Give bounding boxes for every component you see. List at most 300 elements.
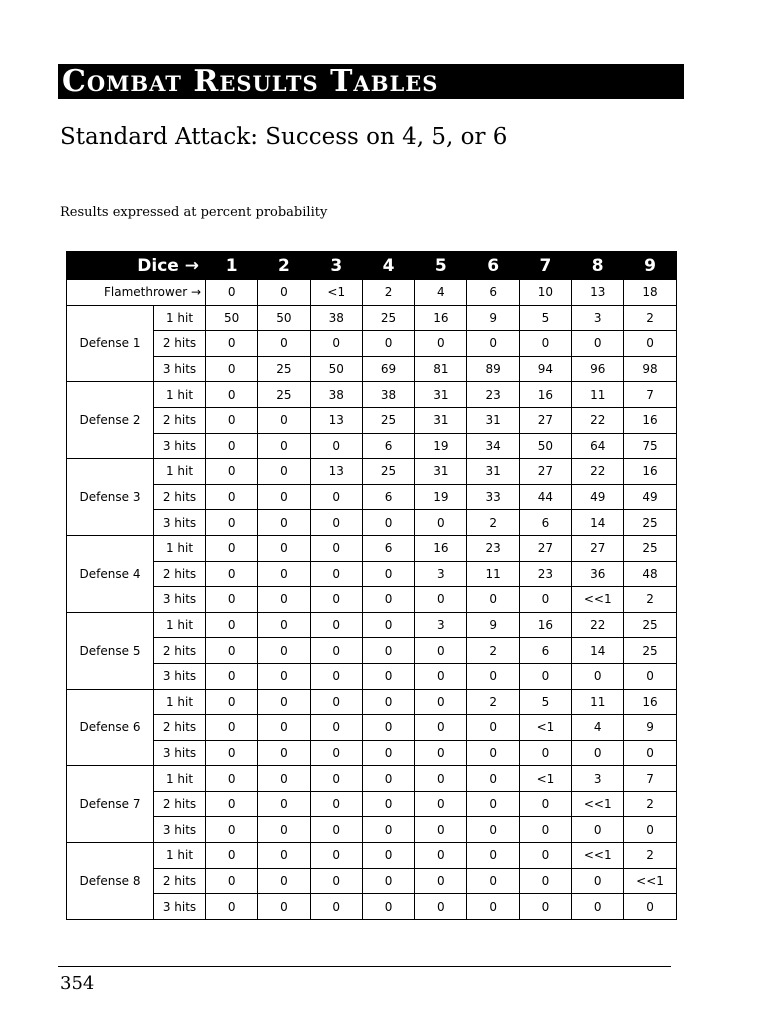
table-cell: 0 xyxy=(415,791,467,817)
table-row xyxy=(67,868,677,894)
table-cell: 0 xyxy=(206,740,258,766)
table-row xyxy=(67,894,677,920)
table-cell: 19 xyxy=(415,433,467,459)
table-cell: 0 xyxy=(362,817,414,843)
table-cell: 0 xyxy=(467,740,519,766)
table-cell: 0 xyxy=(258,433,310,459)
table-cell: 0 xyxy=(415,689,467,715)
table-cell: 0 xyxy=(258,715,310,741)
table-cell: 0 xyxy=(206,382,258,408)
hits-label: 1 hit xyxy=(154,382,206,408)
table-cell: 16 xyxy=(624,689,676,715)
table-cell: 0 xyxy=(258,331,310,357)
footer-divider xyxy=(58,966,671,967)
table-cell: 0 xyxy=(362,868,414,894)
table-row xyxy=(67,715,677,741)
table-cell: 0 xyxy=(362,766,414,792)
hits-label: 2 hits xyxy=(154,868,206,894)
table-cell: 25 xyxy=(362,305,414,331)
table-cell: 16 xyxy=(624,459,676,485)
table-cell: 69 xyxy=(362,356,414,382)
table-row xyxy=(67,612,677,638)
table-cell: 13 xyxy=(572,280,624,306)
table-cell: 22 xyxy=(572,612,624,638)
table-cell: 0 xyxy=(258,587,310,613)
table-cell: 0 xyxy=(467,843,519,869)
table-cell: <1 xyxy=(519,766,571,792)
table-row xyxy=(67,535,677,561)
hits-label: 2 hits xyxy=(154,791,206,817)
table-cell: 5 xyxy=(519,689,571,715)
table-cell: 38 xyxy=(362,382,414,408)
table-cell: 0 xyxy=(415,817,467,843)
table-cell: 0 xyxy=(624,663,676,689)
table-cell: 0 xyxy=(206,689,258,715)
table-cell: 13 xyxy=(310,459,362,485)
table-cell: 0 xyxy=(258,510,310,536)
table-cell: 5 xyxy=(519,305,571,331)
table-cell: 4 xyxy=(572,715,624,741)
table-cell: 0 xyxy=(519,843,571,869)
table-cell: 36 xyxy=(572,561,624,587)
table-cell: 7 xyxy=(624,382,676,408)
table-cell: 0 xyxy=(362,561,414,587)
table-cell: 0 xyxy=(310,689,362,715)
table-cell: 0 xyxy=(258,484,310,510)
table-cell: 27 xyxy=(572,535,624,561)
flamethrower-label: Flamethrower → xyxy=(67,280,206,306)
table-cell: <<1 xyxy=(572,791,624,817)
table-cell: <1 xyxy=(519,715,571,741)
table-cell: 10 xyxy=(519,280,571,306)
table-cell: 0 xyxy=(519,868,571,894)
table-cell: 2 xyxy=(624,305,676,331)
table-cell: 0 xyxy=(415,587,467,613)
table-cell: 50 xyxy=(310,356,362,382)
table-cell: 19 xyxy=(415,484,467,510)
table-cell: 0 xyxy=(206,715,258,741)
table-cell: 50 xyxy=(206,305,258,331)
table-cell: 0 xyxy=(206,407,258,433)
table-cell: 0 xyxy=(467,766,519,792)
table-row xyxy=(67,663,677,689)
table-cell: 25 xyxy=(624,510,676,536)
table-cell: 0 xyxy=(415,510,467,536)
table-row xyxy=(67,561,677,587)
table-cell: 9 xyxy=(624,715,676,741)
dice-header-row xyxy=(67,252,677,280)
table-cell: 23 xyxy=(519,561,571,587)
table-row xyxy=(67,407,677,433)
table-cell: 0 xyxy=(258,663,310,689)
table-cell: 94 xyxy=(519,356,571,382)
table-cell: 0 xyxy=(572,894,624,920)
table-cell: 0 xyxy=(206,484,258,510)
hits-label: 2 hits xyxy=(154,484,206,510)
table-cell: 0 xyxy=(624,331,676,357)
table-cell: 0 xyxy=(310,740,362,766)
hits-label: 1 hit xyxy=(154,766,206,792)
table-cell: 0 xyxy=(206,587,258,613)
table-cell: 0 xyxy=(206,868,258,894)
hits-label: 2 hits xyxy=(154,715,206,741)
table-cell: 0 xyxy=(362,715,414,741)
table-cell: 0 xyxy=(519,817,571,843)
table-cell: 25 xyxy=(624,638,676,664)
table-cell: 2 xyxy=(362,280,414,306)
table-cell: 0 xyxy=(206,612,258,638)
dice-label: Dice → xyxy=(67,252,206,280)
table-cell: <<1 xyxy=(572,843,624,869)
table-cell: 0 xyxy=(310,715,362,741)
table-row xyxy=(67,817,677,843)
table-cell: 0 xyxy=(258,689,310,715)
table-cell: 48 xyxy=(624,561,676,587)
table-cell: 0 xyxy=(258,791,310,817)
hits-label: 2 hits xyxy=(154,331,206,357)
table-cell: 0 xyxy=(572,331,624,357)
table-cell: 0 xyxy=(519,791,571,817)
table-cell: 0 xyxy=(415,843,467,869)
dice-column-header: 5 xyxy=(415,252,467,280)
table-cell: 0 xyxy=(258,843,310,869)
table-cell: 0 xyxy=(467,817,519,843)
table-cell: 2 xyxy=(467,689,519,715)
hits-label: 3 hits xyxy=(154,894,206,920)
hits-label: 3 hits xyxy=(154,740,206,766)
table-cell: 11 xyxy=(572,382,624,408)
table-cell: 0 xyxy=(572,663,624,689)
table-row xyxy=(67,638,677,664)
table-cell: 6 xyxy=(362,433,414,459)
table-cell: 23 xyxy=(467,382,519,408)
table-cell: 0 xyxy=(310,535,362,561)
table-cell: 0 xyxy=(310,791,362,817)
table-cell: 0 xyxy=(310,331,362,357)
table-row xyxy=(67,587,677,613)
table-cell: 0 xyxy=(467,791,519,817)
table-cell: 0 xyxy=(206,433,258,459)
table-cell: 27 xyxy=(519,459,571,485)
combat-results-table xyxy=(66,251,677,920)
table-cell: 49 xyxy=(624,484,676,510)
table-cell: 0 xyxy=(206,766,258,792)
table-cell: 0 xyxy=(206,331,258,357)
table-cell: 0 xyxy=(624,894,676,920)
table-cell: 98 xyxy=(624,356,676,382)
table-cell: 25 xyxy=(624,612,676,638)
table-cell: 0 xyxy=(206,356,258,382)
table-cell: 34 xyxy=(467,433,519,459)
table-cell: 0 xyxy=(310,612,362,638)
table-cell: 0 xyxy=(362,510,414,536)
table-cell: 27 xyxy=(519,535,571,561)
table-cell: 6 xyxy=(362,535,414,561)
table-row xyxy=(67,484,677,510)
table-cell: 2 xyxy=(624,843,676,869)
table-cell: 14 xyxy=(572,638,624,664)
dice-column-header: 8 xyxy=(572,252,624,280)
table-cell: 2 xyxy=(624,791,676,817)
table-cell: 0 xyxy=(310,766,362,792)
table-cell: 0 xyxy=(415,740,467,766)
table-cell: 0 xyxy=(258,638,310,664)
table-cell: 0 xyxy=(258,612,310,638)
table-row xyxy=(67,843,677,869)
table-cell: 0 xyxy=(362,638,414,664)
table-cell: 0 xyxy=(310,663,362,689)
table-row xyxy=(67,356,677,382)
table-cell: 0 xyxy=(310,868,362,894)
table-cell: 0 xyxy=(467,894,519,920)
dice-column-header: 3 xyxy=(310,252,362,280)
table-cell: 2 xyxy=(624,587,676,613)
table-cell: <1 xyxy=(310,280,362,306)
table-cell: 3 xyxy=(415,561,467,587)
table-cell: 0 xyxy=(258,817,310,843)
table-cell: 81 xyxy=(415,356,467,382)
flamethrower-row xyxy=(67,280,677,306)
table-cell: 0 xyxy=(467,331,519,357)
table-cell: 13 xyxy=(310,407,362,433)
table-cell: 16 xyxy=(519,612,571,638)
table-cell: 0 xyxy=(310,484,362,510)
table-cell: 18 xyxy=(624,280,676,306)
table-cell: 0 xyxy=(310,510,362,536)
table-cell: 31 xyxy=(415,407,467,433)
dice-column-header: 6 xyxy=(467,252,519,280)
table-cell: 0 xyxy=(206,561,258,587)
table-cell: 0 xyxy=(310,433,362,459)
table-cell: 44 xyxy=(519,484,571,510)
table-cell: 0 xyxy=(519,663,571,689)
table-cell: 31 xyxy=(467,407,519,433)
hits-label: 3 hits xyxy=(154,510,206,536)
hits-label: 1 hit xyxy=(154,305,206,331)
table-cell: 0 xyxy=(415,715,467,741)
table-row xyxy=(67,382,677,408)
table-cell: 9 xyxy=(467,305,519,331)
table-cell: 0 xyxy=(206,459,258,485)
table-cell: 0 xyxy=(519,587,571,613)
table-cell: 22 xyxy=(572,459,624,485)
table-cell: 0 xyxy=(206,535,258,561)
table-cell: 0 xyxy=(310,843,362,869)
table-cell: 3 xyxy=(572,305,624,331)
table-cell: 38 xyxy=(310,382,362,408)
table-cell: 31 xyxy=(467,459,519,485)
table-cell: 16 xyxy=(624,407,676,433)
table-cell: 75 xyxy=(624,433,676,459)
table-cell: 0 xyxy=(206,280,258,306)
table-cell: 0 xyxy=(362,663,414,689)
table-cell: 0 xyxy=(310,817,362,843)
table-cell: 0 xyxy=(467,587,519,613)
hits-label: 1 hit xyxy=(154,459,206,485)
table-cell: 11 xyxy=(467,561,519,587)
hits-label: 2 hits xyxy=(154,638,206,664)
table-cell: 31 xyxy=(415,382,467,408)
table-cell: 50 xyxy=(519,433,571,459)
table-cell: 25 xyxy=(624,535,676,561)
table-cell: 89 xyxy=(467,356,519,382)
hits-label: 3 hits xyxy=(154,433,206,459)
table-cell: 0 xyxy=(310,587,362,613)
table-cell: 6 xyxy=(519,638,571,664)
table-cell: 0 xyxy=(467,715,519,741)
defense-label: Defense 8 xyxy=(67,843,154,920)
table-cell: 0 xyxy=(310,894,362,920)
table-cell: 0 xyxy=(415,868,467,894)
table-cell: 0 xyxy=(310,638,362,664)
table-row xyxy=(67,791,677,817)
table-cell: 0 xyxy=(362,587,414,613)
hits-label: 3 hits xyxy=(154,663,206,689)
table-cell: 0 xyxy=(415,663,467,689)
table-cell: 2 xyxy=(467,638,519,664)
hits-label: 1 hit xyxy=(154,612,206,638)
table-cell: 0 xyxy=(258,766,310,792)
table-cell: 14 xyxy=(572,510,624,536)
hits-label: 3 hits xyxy=(154,817,206,843)
table-cell: 0 xyxy=(467,868,519,894)
table-cell: 49 xyxy=(572,484,624,510)
hits-label: 2 hits xyxy=(154,407,206,433)
table-cell: 0 xyxy=(362,791,414,817)
table-row xyxy=(67,510,677,536)
table-cell: 23 xyxy=(467,535,519,561)
table-cell: 0 xyxy=(258,407,310,433)
table-cell: 50 xyxy=(258,305,310,331)
table-cell: 16 xyxy=(519,382,571,408)
table-row xyxy=(67,689,677,715)
table-cell: 0 xyxy=(258,868,310,894)
table-cell: 11 xyxy=(572,689,624,715)
table-cell: 6 xyxy=(467,280,519,306)
table-cell: 0 xyxy=(310,561,362,587)
table-cell: 6 xyxy=(362,484,414,510)
table-cell: 25 xyxy=(258,356,310,382)
defense-label: Defense 5 xyxy=(67,612,154,689)
defense-label: Defense 7 xyxy=(67,766,154,843)
table-cell: 64 xyxy=(572,433,624,459)
table-cell: 3 xyxy=(572,766,624,792)
table-cell: 0 xyxy=(415,638,467,664)
table-cell: 25 xyxy=(258,382,310,408)
table-cell: 0 xyxy=(206,894,258,920)
table-cell: <<1 xyxy=(624,868,676,894)
table-note: Results expressed at percent probability xyxy=(60,205,328,220)
hits-label: 3 hits xyxy=(154,587,206,613)
dice-column-header: 2 xyxy=(258,252,310,280)
defense-label: Defense 4 xyxy=(67,535,154,612)
hits-label: 2 hits xyxy=(154,561,206,587)
hits-label: 1 hit xyxy=(154,689,206,715)
table-cell: 0 xyxy=(362,843,414,869)
table-cell: 4 xyxy=(415,280,467,306)
table-cell: 0 xyxy=(519,331,571,357)
table-row xyxy=(67,459,677,485)
hits-label: 1 hit xyxy=(154,535,206,561)
hits-label: 1 hit xyxy=(154,843,206,869)
table-cell: 0 xyxy=(206,843,258,869)
table-cell: 0 xyxy=(624,817,676,843)
table-cell: 0 xyxy=(572,868,624,894)
table-cell: 7 xyxy=(624,766,676,792)
table-cell: 33 xyxy=(467,484,519,510)
table-row xyxy=(67,766,677,792)
table-cell: 0 xyxy=(206,817,258,843)
table-cell: 0 xyxy=(206,638,258,664)
table-cell: 0 xyxy=(258,561,310,587)
dice-column-header: 7 xyxy=(519,252,571,280)
table-cell: 16 xyxy=(415,535,467,561)
table-cell: 0 xyxy=(206,510,258,536)
table-row xyxy=(67,331,677,357)
dice-column-header: 9 xyxy=(624,252,676,280)
table-row xyxy=(67,305,677,331)
table-cell: 25 xyxy=(362,459,414,485)
table-cell: 25 xyxy=(362,407,414,433)
table-cell: 16 xyxy=(415,305,467,331)
page-subtitle: Standard Attack: Success on 4, 5, or 6 xyxy=(60,124,508,150)
table-cell: 0 xyxy=(415,331,467,357)
table-cell: 0 xyxy=(258,459,310,485)
table-cell: 0 xyxy=(415,894,467,920)
hits-label: 3 hits xyxy=(154,356,206,382)
dice-column-header: 1 xyxy=(206,252,258,280)
table-cell: 31 xyxy=(415,459,467,485)
defense-label: Defense 6 xyxy=(67,689,154,766)
table-cell: 0 xyxy=(258,894,310,920)
table-cell: 2 xyxy=(467,510,519,536)
table-cell: 0 xyxy=(415,766,467,792)
table-cell: 96 xyxy=(572,356,624,382)
defense-label: Defense 1 xyxy=(67,305,154,382)
defense-label: Defense 3 xyxy=(67,459,154,536)
table-cell: <<1 xyxy=(572,587,624,613)
table-cell: 0 xyxy=(362,740,414,766)
table-cell: 0 xyxy=(362,331,414,357)
dice-column-header: 4 xyxy=(362,252,414,280)
table-row xyxy=(67,433,677,459)
table-cell: 0 xyxy=(362,689,414,715)
defense-label: Defense 2 xyxy=(67,382,154,459)
table-cell: 38 xyxy=(310,305,362,331)
table-cell: 0 xyxy=(258,280,310,306)
table-cell: 3 xyxy=(415,612,467,638)
table-cell: 0 xyxy=(362,612,414,638)
table-cell: 0 xyxy=(362,894,414,920)
table-row xyxy=(67,740,677,766)
table-cell: 0 xyxy=(206,791,258,817)
table-cell: 0 xyxy=(519,740,571,766)
table-cell: 6 xyxy=(519,510,571,536)
table-cell: 22 xyxy=(572,407,624,433)
table-cell: 0 xyxy=(572,817,624,843)
section-banner: Combat Results Tables xyxy=(58,64,684,99)
table-cell: 27 xyxy=(519,407,571,433)
table-cell: 0 xyxy=(519,894,571,920)
page-number: 354 xyxy=(60,973,95,994)
table-cell: 0 xyxy=(258,740,310,766)
table-cell: 0 xyxy=(624,740,676,766)
table-cell: 0 xyxy=(572,740,624,766)
table-cell: 0 xyxy=(258,535,310,561)
table-cell: 0 xyxy=(206,663,258,689)
table-cell: 9 xyxy=(467,612,519,638)
table-cell: 0 xyxy=(467,663,519,689)
